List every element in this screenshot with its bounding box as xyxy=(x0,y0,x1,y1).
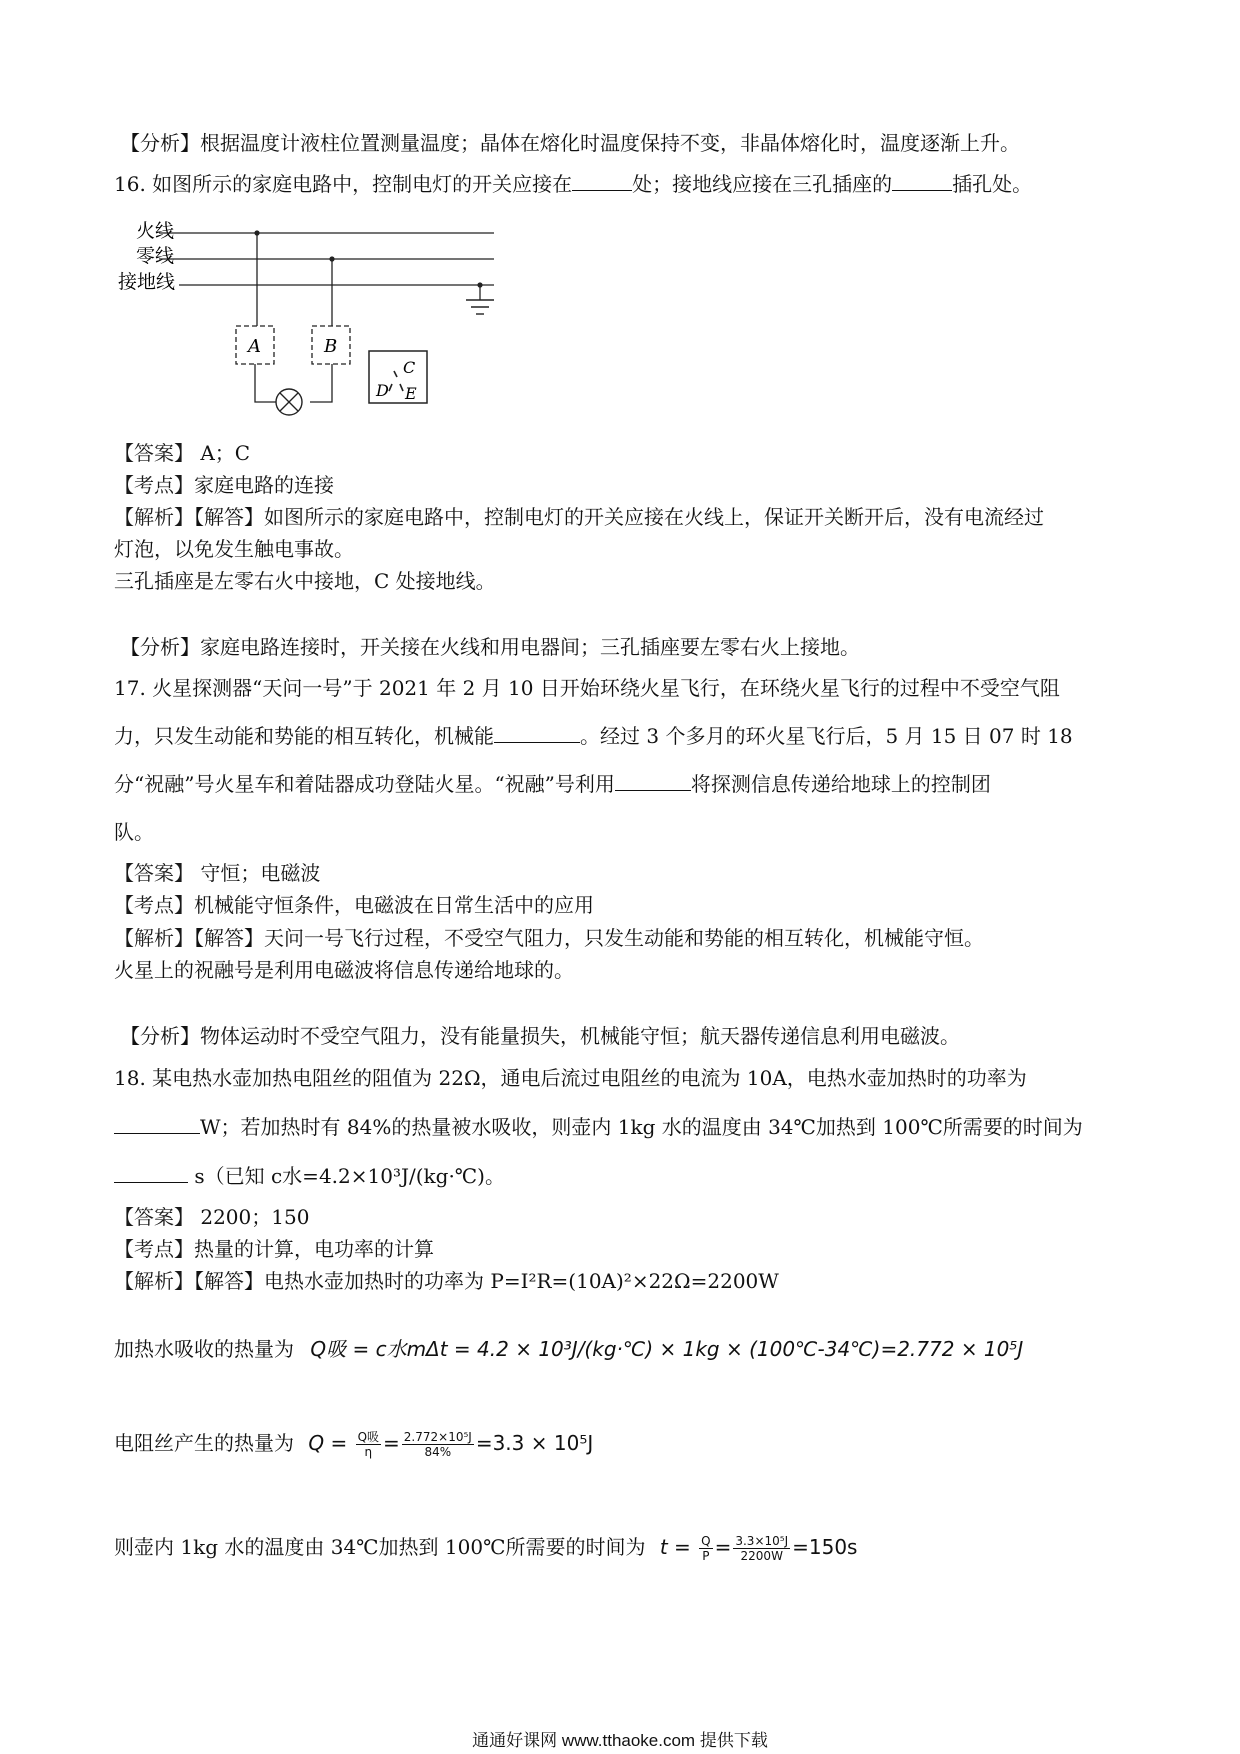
fraction xyxy=(356,1430,381,1459)
live-wire-label: 火线 xyxy=(136,220,175,242)
q17-stem-4: 队。 xyxy=(114,820,154,844)
q17-point xyxy=(114,892,594,918)
answer-text: 2200；150 xyxy=(200,1205,310,1229)
q18-time-line: 则壶内 1kg 水的温度由 34℃加热到 100℃所需要的时间为 t = $\frac{Q}{P}$ = $\frac{\text{3.3×10⁵J}}{2200W}$ =150s xyxy=(114,1534,858,1563)
formula-result: =3.3 × 10⁵J xyxy=(475,1431,594,1455)
fraction-denominator: η xyxy=(364,1445,373,1459)
heat-absorbed-formula: Q吸 = c水mΔt = 4.2 × 10³J/(kg·℃) × 1kg × (100℃-34℃)=2.772 × 10⁵J xyxy=(310,1337,1024,1361)
q16-point xyxy=(114,472,334,498)
q16-stem xyxy=(114,171,1032,197)
formula-label: 则壶内 1kg 水的温度由 34℃加热到 100℃所需要的时间为 xyxy=(114,1535,646,1559)
answer-text: 守恒；电磁波 xyxy=(200,861,321,885)
point-tag: 【考点】 xyxy=(114,893,194,917)
q18-stem-part: s（已知 c水=4.2×10³J/(kg·℃)。 xyxy=(194,1164,505,1188)
point-tag: 【考点】 xyxy=(114,1237,194,1261)
q17-analysis: 【分析】物体运动时不受空气阻力，没有能量损失，机械能守恒；航天器传递信息利用电磁波。 xyxy=(120,1024,960,1048)
fraction-numerator: Q吸 xyxy=(357,1430,380,1444)
fraction-denominator: P xyxy=(702,1549,710,1563)
fraction xyxy=(733,1534,790,1563)
q18-heat-produced-line: 电阻丝产生的热量为 Q = $\frac{\text{Q吸}}{\eta}$ = $\frac{\text{2.772×10⁵J}}{84\%}$ =3.3 × 10⁵J xyxy=(114,1430,594,1459)
q16-stem-part: 处；接地线应接在三孔插座的 xyxy=(632,172,893,196)
q18-stem-part: W；若加热时有 84%的热量被水吸收，则壶内 1kg 水的温度由 34℃加热到 100℃所需要的时间为 xyxy=(200,1115,1083,1139)
q16-explain-1 xyxy=(114,504,1044,530)
answer-blank xyxy=(572,172,632,191)
point-text: 家庭电路的连接 xyxy=(194,473,334,497)
fraction xyxy=(699,1534,712,1563)
q15-analysis: 【分析】根据温度计液柱位置测量温度；晶体在熔化时温度保持不变，非晶体熔化时，温度逐渐上升。 xyxy=(120,131,1020,155)
answer-tag: 【答案】 xyxy=(114,861,194,885)
q17-explain-2: 火星上的祝融号是利用电磁波将信息传递给地球的。 xyxy=(114,958,574,982)
q18-stem-3 xyxy=(114,1163,505,1189)
fraction xyxy=(402,1430,474,1459)
q18-point xyxy=(114,1236,434,1262)
answer-blank xyxy=(114,1164,188,1183)
fraction-denominator: 84% xyxy=(424,1445,452,1459)
answer-blank xyxy=(615,772,691,791)
answer-tag: 【答案】 xyxy=(114,441,194,465)
point-tag: 【考点】 xyxy=(114,473,194,497)
box-a-label: A xyxy=(248,336,261,357)
q17-stem-part: 将探测信息传递给地球上的控制团 xyxy=(690,772,991,796)
answer-blank xyxy=(494,724,580,743)
explain-tag: 【解析】 xyxy=(114,1269,194,1293)
explain-tag: 【解析】 xyxy=(114,926,194,950)
answer-text: A；C xyxy=(200,441,251,465)
explain-text: 【解答】如图所示的家庭电路中，控制电灯的开关应接在火线上，保证开关断开后，没有电流经过 xyxy=(194,505,1044,529)
answer-blank xyxy=(892,172,952,191)
q17-stem-3 xyxy=(114,771,991,797)
answer-blank xyxy=(114,1115,200,1134)
q17-stem-2 xyxy=(114,723,1073,749)
q18-explain-1 xyxy=(114,1268,779,1294)
q16-analysis: 【分析】家庭电路连接时，开关接在火线和用电器间；三孔插座要左零右火上接地。 xyxy=(120,635,860,659)
fraction-numerator: Q xyxy=(701,1534,711,1548)
explain-tag: 【解析】 xyxy=(114,505,194,529)
q18-heat-absorbed-line xyxy=(114,1336,1023,1362)
q17-stem-part: 。经过 3 个多月的环火星飞行后，5 月 15 日 07 时 18 xyxy=(580,724,1073,748)
answer-tag: 【答案】 xyxy=(114,1205,194,1229)
socket-c-label: C xyxy=(403,358,416,377)
point-text: 热量的计算，电功率的计算 xyxy=(194,1237,434,1261)
fraction-denominator: 2200W xyxy=(740,1549,783,1563)
fraction-numerator: 3.3×10⁵J xyxy=(735,1534,789,1548)
q17-stem-part: 力，只发生动能和势能的相互转化，机械能 xyxy=(114,724,494,748)
q17-stem-part: 分“祝融”号火星车和着陆器成功登陆火星。“祝融”号利用 xyxy=(114,772,615,796)
formula-result: =150s xyxy=(792,1535,858,1559)
ground-wire-label: 接地线 xyxy=(118,271,176,293)
q16-answer xyxy=(114,440,250,466)
q17-explain-1 xyxy=(114,925,984,951)
q18-stem-2 xyxy=(114,1114,1083,1140)
point-text: 机械能守恒条件，电磁波在日常生活中的应用 xyxy=(194,893,594,917)
q16-explain-2: 灯泡，以免发生触电事故。 xyxy=(114,537,354,561)
formula-lhs: t = xyxy=(659,1535,691,1559)
q16-stem-part: 插孔处。 xyxy=(952,172,1033,196)
q17-stem-1: 17. 火星探测器“天问一号”于 2021 年 2 月 10 日开始环绕火星飞行，在环绕火星飞行的过程中不受空气阻 xyxy=(114,676,1060,700)
socket-e-label: E xyxy=(405,384,417,403)
fraction-numerator: 2.772×10⁵J xyxy=(403,1430,472,1444)
neutral-wire-label: 零线 xyxy=(136,245,175,267)
q18-answer xyxy=(114,1204,309,1230)
explain-text: 【解答】电热水壶加热时的功率为 P=I²R=(10A)²×22Ω=2200W xyxy=(194,1269,779,1293)
socket-d-label: D xyxy=(376,381,389,400)
q17-answer xyxy=(114,860,320,886)
page-footer: 通通好课网 www.tthaoke.com 提供下载 xyxy=(472,1731,768,1750)
formula-lhs: Q = xyxy=(308,1431,348,1455)
formula-label: 加热水吸收的热量为 xyxy=(114,1337,294,1361)
explain-text: 【解答】天问一号飞行过程，不受空气阻力，只发生动能和势能的相互转化，机械能守恒。 xyxy=(194,926,984,950)
q16-stem-part: 16. 如图所示的家庭电路中，控制电灯的开关应接在 xyxy=(114,172,573,196)
household-circuit-diagram xyxy=(114,216,514,416)
box-b-label: B xyxy=(324,336,338,357)
formula-label: 电阻丝产生的热量为 xyxy=(114,1431,294,1455)
q18-stem-1: 18. 某电热水壶加热电阻丝的阻值为 22Ω，通电后流过电阻丝的电流为 10A，电热水壶加热时的功率为 xyxy=(114,1066,1027,1090)
q16-explain-3: 三孔插座是左零右火中接地，C 处接地线。 xyxy=(114,569,496,593)
